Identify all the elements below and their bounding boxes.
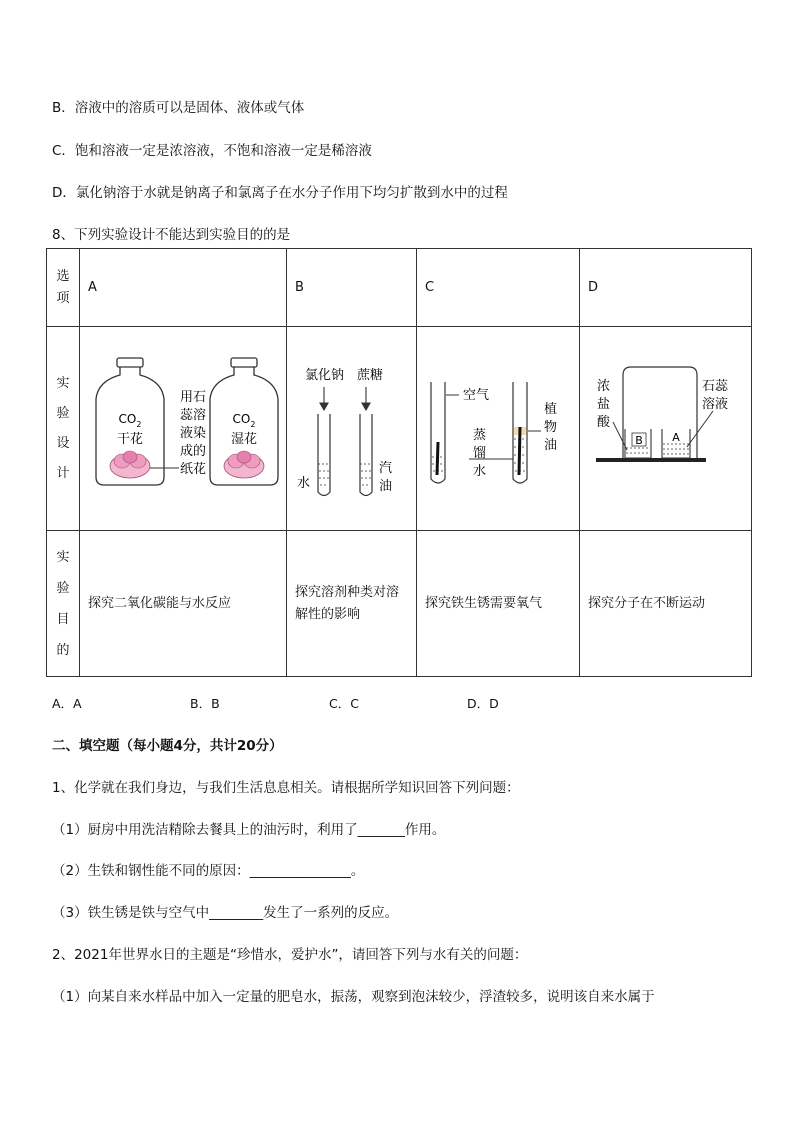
- arrows: [320, 387, 370, 410]
- purpose-d: 探究分子在不断运动: [580, 531, 752, 677]
- table-header-row: [47, 249, 752, 327]
- acid-line: 浓: [597, 379, 611, 394]
- question-1-part: （3）铁生锈是铁与空气中________发生了一系列的反应。: [52, 905, 399, 921]
- column-b-header: B: [287, 249, 417, 327]
- column-a-header: A: [80, 249, 287, 327]
- question-1-part: （1）厨房中用洗洁精除去餐具上的油污时，利用了_______作用。: [52, 822, 446, 838]
- bottle-right-flower: 湿花: [230, 432, 258, 447]
- diagram-c-cell: [417, 327, 580, 531]
- diagram-a-cell: [80, 327, 287, 531]
- diagram-b: [287, 327, 416, 526]
- question-8-stem: 8、下列实验设计不能达到实验目的的是: [52, 227, 291, 243]
- oil-line: 物: [544, 420, 558, 435]
- experiment-table: [46, 248, 752, 677]
- solute-right: 蔗糖: [357, 368, 384, 383]
- litmus-line: 石蕊: [702, 379, 729, 394]
- table-design-row: [47, 327, 752, 531]
- label-line: 蕊溶: [180, 408, 207, 423]
- purpose-label-char: 验: [56, 580, 70, 596]
- solvent-right-line: 油: [379, 479, 393, 494]
- purpose-label-char: 的: [56, 642, 70, 658]
- question-2-stem: 2、2021年世界水日的主题是“珍惜水，爱护水”，请回答下列与水有关的问题：: [52, 947, 528, 963]
- header-label-char: 项: [56, 290, 70, 306]
- choice-c[interactable]: C．C: [329, 696, 359, 711]
- purpose-label-char: 实: [56, 549, 70, 565]
- purpose-b: 探究溶剂种类对溶解性的影响: [287, 531, 417, 677]
- header-label-cell: [47, 249, 80, 327]
- flower-label: [180, 390, 206, 477]
- bottle-right-gas: $CO_2$: [232, 412, 256, 429]
- litmus-pointer: [687, 411, 713, 447]
- oil-line: 植: [544, 402, 558, 417]
- base-plate: [596, 458, 706, 462]
- acid-line: 酸: [597, 415, 611, 430]
- liquid: [318, 464, 372, 485]
- beaker-a-label: A: [672, 431, 680, 444]
- diagram-b-cell: [287, 327, 417, 531]
- section-heading: 二、填空题（每小题4分，共计20分）: [52, 738, 283, 754]
- air-label: 空气: [463, 388, 490, 403]
- beaker-b-label: B: [635, 434, 643, 447]
- purpose-label-cell: [47, 531, 80, 677]
- header-label-char: 选: [56, 268, 70, 284]
- question-2-part: （1）向某自来水样品中加入一定量的肥皂水，振荡，观察到泡沫较少，浮渣较多，说明该自来水属于: [52, 989, 655, 1005]
- purpose-a: 探究二氧化碳能与水反应: [80, 531, 287, 677]
- acid-line: 盐: [597, 397, 611, 412]
- solvent-left: 水: [297, 476, 311, 491]
- solvent-right-line: 汽: [379, 461, 393, 476]
- column-c-header: C: [417, 249, 580, 327]
- option-d-text: D．氯化钠溶于水就是钠离子和氯离子在水分子作用下均匀扩散到水中的过程: [52, 185, 508, 201]
- answer-choices: [52, 694, 732, 712]
- flower-icon: [110, 451, 150, 478]
- distilled-line: 馏: [473, 446, 487, 461]
- flower-icon: [224, 451, 264, 478]
- option-c-text: C．饱和溶液一定是浓溶液，不饱和溶液一定是稀溶液: [52, 143, 372, 159]
- purpose-c: 探究铁生锈需要氧气: [417, 531, 580, 677]
- diagram-d-cell: [580, 327, 752, 531]
- oil-line: 油: [544, 438, 558, 453]
- distilled-line: 水: [473, 464, 487, 479]
- design-label-char: 设: [56, 435, 70, 451]
- bottle-left-gas: $CO_2$: [118, 412, 142, 429]
- label-line: 成的: [180, 444, 207, 459]
- design-label-cell: [47, 327, 80, 531]
- test-tubes: [318, 414, 372, 496]
- design-label-char: 计: [56, 465, 70, 481]
- question-1-stem: 1、化学就在我们身边，与我们生活息息相关。请根据所学知识回答下列问题：: [52, 780, 520, 796]
- option-b-text: B．溶液中的溶质可以是固体、液体或气体: [52, 100, 305, 116]
- diagram-d: [580, 327, 751, 526]
- choice-d[interactable]: D．D: [467, 696, 499, 711]
- design-label-char: 实: [56, 375, 70, 391]
- diagram-c: [417, 327, 579, 526]
- distilled-line: 蒸: [473, 428, 487, 443]
- label-line: 用石: [180, 390, 207, 405]
- solute-left: 氯化钠: [305, 368, 345, 383]
- choice-b[interactable]: B．B: [190, 696, 220, 711]
- choice-a[interactable]: A．A: [52, 696, 82, 711]
- label-line: 液染: [180, 426, 207, 441]
- label-line: 纸花: [180, 462, 207, 477]
- litmus-line: 溶液: [702, 397, 729, 412]
- diagram-a: [80, 327, 286, 526]
- purpose-label-char: 目: [56, 611, 70, 627]
- design-label-char: 验: [56, 405, 70, 421]
- table-purpose-row: [47, 531, 752, 677]
- bottle-left-flower: 干花: [116, 432, 144, 447]
- question-1-part: （2）生铁和钢性能不同的原因：_______________。: [52, 863, 365, 879]
- column-d-header: D: [580, 249, 752, 327]
